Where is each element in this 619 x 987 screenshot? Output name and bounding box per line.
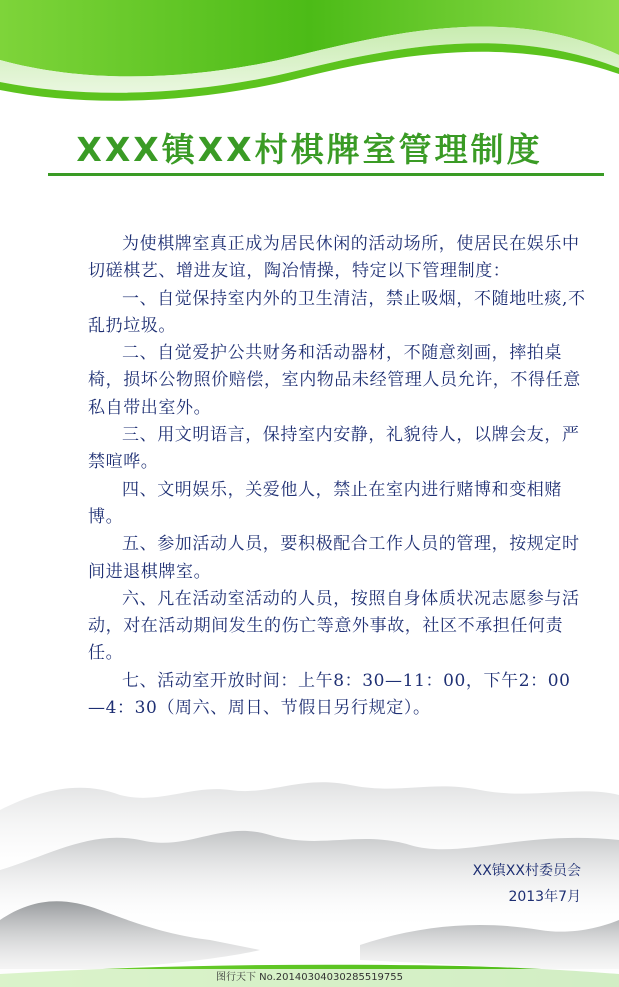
rule-item-3: 三、用文明语言，保持室内安静，礼貌待人，以牌会友，严禁喧哗。 xyxy=(88,425,580,473)
rule-item-4: 四、文明娱乐，关爱他人，禁止在室内进行赌博和变相赌博。 xyxy=(88,479,562,527)
rule-item-6: 六、凡在活动室活动的人员，按照自身体质状况志愿参与活动，对在活动期间发生的伤亡等意外事故，社区不承担任何责任。 xyxy=(88,588,580,664)
rule-item-5: 五、参加活动人员，要积极配合工作人员的管理，按规定时间进退棋牌室。 xyxy=(88,534,580,582)
intro-paragraph: 为使棋牌室真正成为居民休闲的活动场所，使居民在娱乐中切磋棋艺、增进友谊，陶冶情操，特定以下管理制度： xyxy=(88,234,580,282)
signature-date: 2013年7月 xyxy=(508,889,581,905)
rule-item-2: 二、自觉爱护公共财务和活动器材，不随意刻画，摔拍桌椅，损坏公物照价赔偿，室内物品未经管理人员允许，不得任意私自带出室外。 xyxy=(88,343,581,418)
regulation-body xyxy=(88,231,588,722)
signature-block xyxy=(473,858,581,910)
signature-organization: XX镇XX村委员会 xyxy=(472,863,581,879)
rule-item-7: 七、活动室开放时间：上午8：30—11：00，下午2：00—4：30（周六、周日、节假日另行规定）。 xyxy=(88,670,571,719)
title-underline xyxy=(48,173,604,176)
watermark-text: 图行天下 No.20140304030285519755 xyxy=(0,969,619,987)
page-title: XXX镇XX村棋牌室管理制度 xyxy=(76,130,543,169)
rule-item-1: 一、自觉保持室内外的卫生清洁，禁止吸烟，不随地吐痰,不乱扔垃圾。 xyxy=(88,288,586,336)
header-wave-decoration xyxy=(0,0,619,110)
